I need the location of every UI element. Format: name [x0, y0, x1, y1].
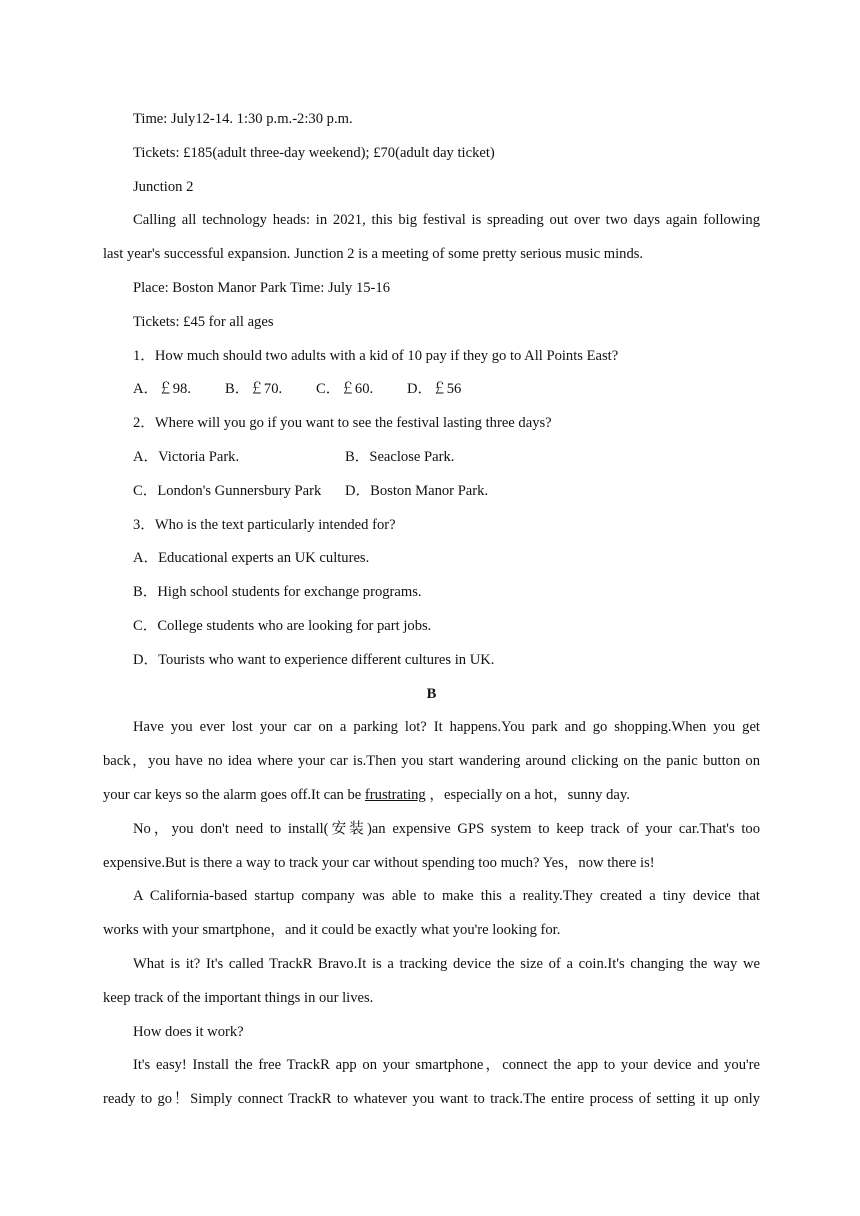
- q3-option-d: D．Tourists who want to experience different cultures in UK.: [133, 651, 495, 668]
- q2-option-a: A．Victoria Park.: [133, 448, 240, 465]
- q2-option-b: B．Seaclose Park.: [345, 448, 455, 465]
- q1-option-c: C．￡60.: [316, 381, 374, 398]
- para1-line-3-post: ，especially on a hot，sunny day.: [425, 786, 630, 803]
- question-2-options-ab: [103, 441, 760, 475]
- junction-paragraph-line-2: last year's successful expansion. Junction 2 is a meeting of some pretty serious music minds.: [103, 246, 644, 263]
- para4-line-1: What is it? It's called TrackR Bravo.It is a tracking device the size of a coin.It's changing the way we: [133, 955, 760, 972]
- para1-line-3: [103, 779, 760, 813]
- place-line: Place: Boston Manor Park Time: July 15-16: [133, 279, 391, 296]
- para4-line-2: keep track of the important things in our lives.: [103, 989, 374, 1006]
- q1-option-b: B．￡70.: [225, 381, 283, 398]
- q1-option-d: D．￡56: [407, 381, 462, 398]
- document-page: [103, 103, 760, 1117]
- para1-line-3-pre: your car keys so the alarm goes off.It can be: [103, 786, 365, 803]
- question-1-options: [103, 373, 760, 407]
- para1-line-2: back，you have no idea where your car is.Then you start wandering around clicking on the panic button on: [103, 753, 760, 770]
- junction-paragraph-line-1: Calling all technology heads: in 2021, this big festival is spreading out over two days again following: [133, 212, 760, 229]
- junction-heading: Junction 2: [133, 178, 194, 195]
- underlined-word-frustrating: frustrating: [364, 786, 426, 803]
- para2-line-2: expensive.But is there a way to track your car without spending too much? Yes，now there is!: [103, 854, 655, 871]
- section-b-heading: B: [426, 685, 437, 702]
- para3-line-2: works with your smartphone，and it could be exactly what you're looking for.: [103, 922, 561, 939]
- para5-line-2: ready to go！Simply connect TrackR to whatever you want to track.The entire process of setting it up only: [103, 1091, 760, 1108]
- q1-option-a: A．￡98.: [133, 381, 191, 398]
- question-2-options-cd: [103, 475, 760, 509]
- how-heading: How does it work?: [133, 1023, 244, 1040]
- time-line: Time: July12-14. 1:30 p.m.-2:30 p.m.: [133, 111, 353, 127]
- q2-option-c: C．London's Gunnersbury Park: [133, 482, 322, 499]
- q3-option-b: B．High school students for exchange programs.: [133, 584, 422, 601]
- para2-line-1: No，you don't need to install(安装)an expensive GPS system to keep track of your car.That's too: [133, 820, 760, 837]
- question-1-stem: 1．How much should two adults with a kid of 10 pay if they go to All Points East?: [133, 347, 619, 364]
- q3-option-c: C．College students who are looking for part jobs.: [133, 617, 432, 634]
- tickets-line-junction: Tickets: £45 for all ages: [133, 313, 274, 330]
- para5-line-1: It's easy! Install the free TrackR app on your smartphone，connect the app to your device and you're: [133, 1057, 760, 1074]
- question-3-stem: 3．Who is the text particularly intended for?: [133, 516, 396, 533]
- q3-option-a: A．Educational experts an UK cultures.: [133, 550, 370, 567]
- tickets-line-all-points-east: Tickets: £185(adult three-day weekend); £70(adult day ticket): [133, 144, 495, 161]
- q2-option-d: D．Boston Manor Park.: [345, 482, 489, 499]
- para1-line-1: Have you ever lost your car on a parking lot? It happens.You park and go shopping.When you get: [133, 719, 760, 736]
- question-2-stem: 2．Where will you go if you want to see the festival lasting three days?: [133, 415, 552, 432]
- para3-line-1: A California-based startup company was able to make this a reality.They created a tiny device that: [133, 888, 760, 905]
